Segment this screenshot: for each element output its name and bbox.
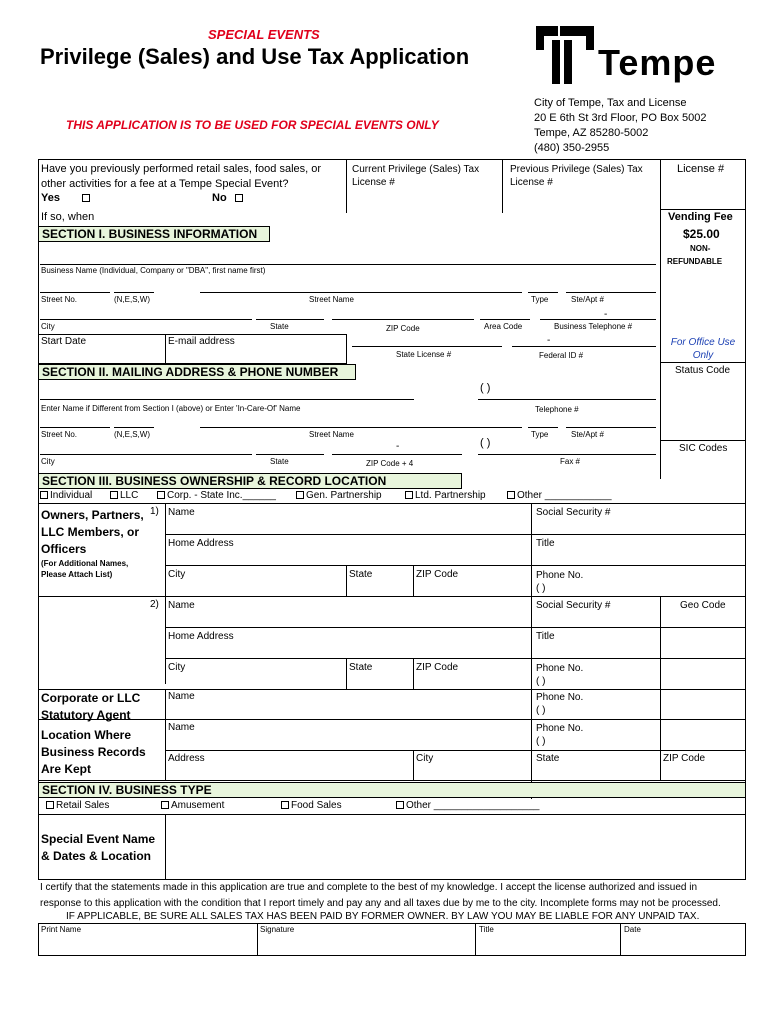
records-name[interactable]: Name (168, 722, 195, 733)
special-event-label: Special Event Name & Dates & Location (41, 832, 156, 863)
ownership-individual[interactable]: Individual (40, 490, 92, 501)
if-so-when-label: If so, when (41, 211, 95, 223)
owner-1-city[interactable]: City (168, 569, 186, 580)
street-no-field[interactable] (40, 292, 110, 293)
yes-option[interactable]: Yes (41, 192, 92, 204)
mail-city-label: City (41, 457, 55, 466)
mailing-name-label: Enter Name if Different from Section I (above) or Enter 'In-Care-Of' Name (41, 404, 301, 413)
business-phone-label: Business Telephone # (554, 322, 633, 331)
owner-1-ssn[interactable]: Social Security # (536, 507, 611, 518)
mail-ste-field[interactable] (566, 427, 656, 428)
area-code-field[interactable] (480, 319, 530, 320)
area-code-label: Area Code (484, 322, 523, 331)
agent-name[interactable]: Name (168, 691, 195, 702)
fax-field[interactable] (478, 454, 656, 455)
telephone-label: Telephone # (535, 405, 579, 414)
business-name-label: Business Name (Individual, Company or "DBA", first name first) (41, 266, 266, 275)
section-2-header: SECTION II. MAILING ADDRESS & PHONE NUMBER (38, 364, 356, 380)
type-other[interactable]: Other ___________________ (396, 800, 539, 811)
state-license-label: State License # (396, 350, 452, 359)
federal-id-label: Federal ID # (539, 351, 584, 360)
refundable-label: REFUNDABLE (667, 257, 723, 266)
certification-text: I certify that the statements made in this application are true and complete to the best of my knowledge. I accept the license authorized and issued in response to this application with the condition that I report timely and pay any and all taxes due by me to the city. Incomplete forms may not be processed. (40, 882, 721, 909)
mailing-phone-field[interactable] (478, 399, 656, 400)
start-date-label: Start Date (41, 336, 87, 347)
date-label[interactable]: Date (624, 925, 641, 934)
owner-1-number: 1) (150, 506, 159, 517)
city-address: City of Tempe, Tax and License 20 E 6th St 3rd Floor, PO Box 5002 Tempe, AZ 85280-5002 (480) 350-2955 (534, 97, 707, 154)
state-field[interactable] (256, 319, 324, 320)
mail-type-field[interactable] (528, 427, 558, 428)
records-address[interactable]: Address (168, 753, 205, 764)
city-label: City (41, 322, 55, 331)
email-label: E-mail address (168, 336, 235, 347)
logo-text: Tempe (598, 42, 717, 83)
records-city[interactable]: City (416, 753, 434, 764)
section-4-header: SECTION IV. BUSINESS TYPE (38, 782, 746, 798)
ownership-corp[interactable]: Corp. - State Inc.______ (157, 490, 276, 501)
mail-nesw-field[interactable] (114, 427, 154, 428)
tempe-logo-icon (534, 24, 596, 84)
vending-fee-label: Vending Fee (668, 211, 733, 223)
owner-1-title[interactable]: Title (536, 538, 555, 549)
mail-state-label: State (270, 457, 289, 466)
state-license-field[interactable] (352, 346, 502, 347)
status-code-label: Status Code (675, 365, 731, 376)
owner-2-ssn[interactable]: Social Security # (536, 600, 611, 611)
special-event-field[interactable] (167, 816, 743, 878)
type-amusement[interactable]: Amusement (161, 800, 224, 811)
federal-id-field[interactable] (512, 346, 656, 347)
street-name-label: Street Name (309, 295, 354, 304)
mail-state-field[interactable] (256, 454, 324, 455)
fax-label: Fax # (560, 457, 581, 466)
city-field[interactable] (40, 319, 252, 320)
mail-ste-label: Ste/Apt # (571, 430, 604, 439)
yes-checkbox[interactable] (82, 194, 90, 202)
section-3-header: SECTION III. BUSINESS OWNERSHIP & RECORD LOCATION (38, 473, 462, 489)
mail-type-label: Type (531, 430, 549, 439)
fee-amount: $25.00 (683, 227, 720, 241)
owner-2-city[interactable]: City (168, 662, 186, 673)
mail-street-name-field[interactable] (200, 427, 522, 428)
business-name-field[interactable] (40, 264, 656, 265)
nesw-label: (N,E,S,W) (114, 295, 150, 304)
type-retail-sales[interactable]: Retail Sales (46, 800, 109, 811)
previous-license-label: Previous Privilege (Sales) Tax License # (510, 164, 643, 188)
mail-zip-dash: - (396, 441, 400, 452)
type-label: Type (531, 295, 549, 304)
street-name-field[interactable] (200, 292, 522, 293)
sic-codes-label: SIC Codes (679, 443, 728, 454)
ownership-llc[interactable]: LLC (110, 490, 138, 501)
mail-city-field[interactable] (40, 454, 252, 455)
section-1-header: SECTION I. BUSINESS INFORMATION (38, 226, 270, 242)
owner-1-zip[interactable]: ZIP Code (416, 569, 459, 580)
ste-apt-label: Ste/Apt # (571, 295, 604, 304)
owner-1-phone[interactable]: Phone No. ( ) (536, 570, 584, 594)
phone-area-paren: ( ) (480, 382, 491, 394)
fax-area-paren: ( ) (480, 437, 491, 449)
owner-2-title[interactable]: Title (536, 631, 555, 642)
no-checkbox[interactable] (235, 194, 243, 202)
zip-label: ZIP Code (386, 324, 420, 333)
type-field[interactable] (528, 292, 558, 293)
owner-1-state[interactable]: State (349, 569, 373, 580)
mail-nesw-label: (N,E,S,W) (114, 430, 150, 439)
former-owner-notice: IF APPLICABLE, BE SURE ALL SALES TAX HAS BEEN PAID BY FORMER OWNER. BY LAW YOU MAY BE LIABLE FOR ANY UNPAID TAX. (66, 911, 700, 922)
mailing-name-field[interactable] (40, 399, 414, 400)
zip-dash: - (604, 309, 608, 320)
owner-2-number: 2) (150, 599, 159, 610)
tempe-logo (534, 24, 744, 84)
type-food-sales[interactable]: Food Sales (281, 800, 342, 811)
agent-phone[interactable]: Phone No. ( ) (536, 692, 584, 716)
owners-note: (For Additional Names, Please Attach List) (41, 559, 129, 579)
owner-1-home-address[interactable]: Home Address (168, 538, 234, 549)
geo-code-label: Geo Code (680, 600, 726, 611)
records-phone[interactable]: Phone No. ( ) (536, 723, 584, 747)
ownership-gen-partnership[interactable]: Gen. Partnership (296, 490, 382, 501)
special-events-label: SPECIAL EVENTS (208, 27, 320, 42)
records-state[interactable]: State (536, 753, 560, 764)
zip-plus-4-label: ZIP Code + 4 (366, 459, 414, 468)
owner-1-name[interactable]: Name (168, 507, 195, 518)
owner-2-home-address[interactable]: Home Address (168, 631, 234, 642)
mail-zip-field[interactable] (332, 454, 462, 455)
no-option[interactable]: No (212, 192, 245, 204)
records-location-label: Location Where Business Records Are Kept (41, 728, 146, 776)
current-license-label: Current Privilege (Sales) Tax License # (352, 164, 480, 188)
office-use-label: For Office Use Only (670, 337, 736, 361)
nesw-field[interactable] (114, 292, 154, 293)
mail-street-name-label: Street Name (309, 430, 354, 439)
print-name-label[interactable]: Print Name (41, 925, 82, 934)
non-label: NON- (690, 244, 711, 253)
fed-id-dash: - (547, 335, 551, 346)
cert-title-label[interactable]: Title (479, 925, 494, 934)
signature-label[interactable]: Signature (260, 925, 295, 934)
statutory-agent-label: Corporate or LLC Statutory Agent (41, 691, 141, 722)
special-events-notice: THIS APPLICATION IS TO BE USED FOR SPECIAL EVENTS ONLY (66, 118, 439, 132)
owner-2-state[interactable]: State (349, 662, 373, 673)
owner-2-zip[interactable]: ZIP Code (416, 662, 459, 673)
form-title: Privilege (Sales) and Use Tax Application (40, 44, 470, 69)
ste-apt-field[interactable] (566, 292, 656, 293)
mail-street-no-label: Street No. (41, 430, 78, 439)
previous-question: Have you previously performed retail sales, food sales, or other activities for a fee at a Tempe Special Event? (41, 163, 322, 190)
owner-2-name[interactable]: Name (168, 600, 195, 611)
records-zip[interactable]: ZIP Code (663, 753, 706, 764)
license-number-label: License # (677, 163, 725, 175)
mail-street-no-field[interactable] (40, 427, 110, 428)
owners-label: Owners, Partners, LLC Members, or Officers (41, 508, 144, 556)
business-phone-field[interactable] (540, 319, 656, 320)
state-label: State (270, 322, 289, 331)
ownership-ltd-partnership[interactable]: Ltd. Partnership (405, 490, 486, 501)
owner-2-phone[interactable]: Phone No. ( ) (536, 663, 584, 687)
zip-field[interactable] (332, 319, 474, 320)
street-no-label: Street No. (41, 295, 78, 304)
ownership-other[interactable]: Other ____________ (507, 490, 612, 501)
